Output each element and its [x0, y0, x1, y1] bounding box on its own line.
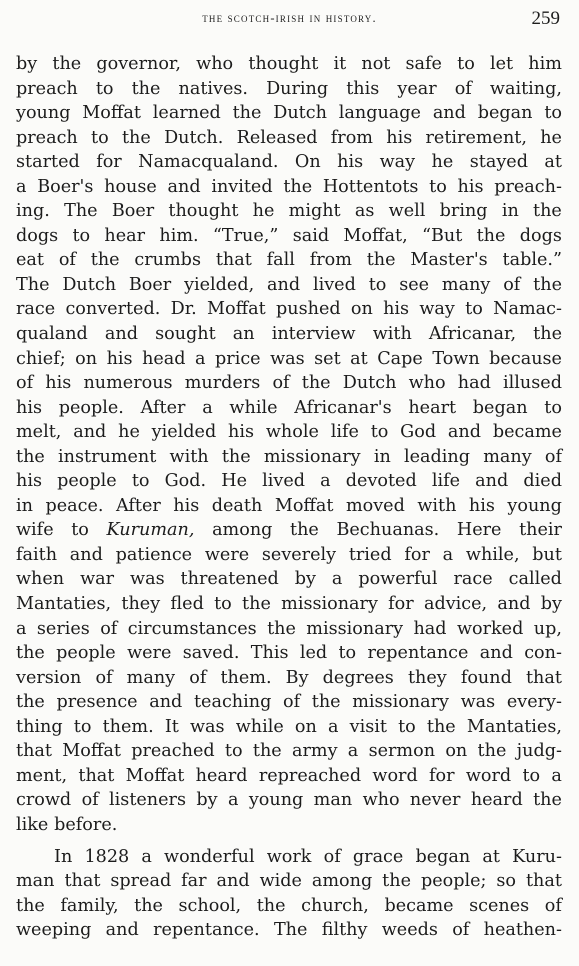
text-line: man that spread far and wide among the people; so that [16, 871, 562, 892]
text-line: his people. After a while Africanar's heart began to [16, 397, 562, 418]
text-line: the presence and teaching of the missionary was every- [16, 692, 562, 713]
text-line: crowd of listeners by a young man who never heard the [16, 790, 562, 811]
text-line: that Moffat preached to the army a sermon on the judg- [16, 741, 562, 762]
text-line: The Dutch Boer yielded, and lived to see many of the [16, 274, 562, 295]
text-line: a series of circumstances the missionary had worked up, [16, 618, 562, 639]
page-number: 259 [531, 8, 560, 29]
text-line: wife to Kuruman, among the Bechuanas. Here their [16, 520, 562, 541]
text-line: qualand and sought an interview with Africanar, the [16, 324, 562, 345]
paragraph [16, 52, 562, 838]
text-line: ment, that Moffat heard repreached word for word to a [16, 765, 562, 786]
text-line: by the governor, who thought it not safe to let him [16, 54, 562, 74]
text-line: preach to the natives. During this year of waiting, [16, 78, 562, 99]
paragraph-break [16, 838, 562, 845]
text-line: the people were saved. This led to repentance and con- [16, 643, 562, 664]
text-line: faith and patience were severely tried for a while, but [16, 544, 562, 565]
text-line: ing. The Boer thought he might as well bring in the [16, 201, 562, 222]
text-line: dogs to hear him. “True,” said Moffat, “But the dogs [16, 225, 562, 246]
text-line: preach to the Dutch. Released from his retirement, he [16, 127, 562, 148]
text-line: when war was threatened by a powerful race called [16, 569, 562, 590]
text-line: the family, the school, the church, became scenes of [16, 895, 562, 916]
text-line: version of many of them. By degrees they found that [16, 667, 562, 688]
text-line: his people to God. He lived a devoted life and died [16, 471, 562, 492]
text-line: chief; on his head a price was set at Cape Town because [16, 348, 562, 369]
body-text [16, 52, 562, 943]
text-line: In 1828 a wonderful work of grace began at Kuru- [54, 846, 562, 867]
text-line: eat of the crumbs that fall from the Master's table.” [16, 250, 562, 271]
text-line: melt, and he yielded his whole life to God and became [16, 422, 562, 443]
running-title: the scotch-irish in history. [202, 11, 377, 25]
text-line: thing to them. It was while on a visit to the Mantaties, [16, 716, 562, 737]
text-line: the instrument with the missionary in leading many of [16, 446, 562, 467]
text-line: of his numerous murders of the Dutch who had illused [16, 373, 562, 394]
text-line: a Boer's house and invited the Hottentots to his preach- [16, 176, 562, 197]
paragraph [16, 845, 562, 943]
text-line: weeping and repentance. The filthy weeds of heathen- [16, 920, 562, 941]
text-line: Mantaties, they fled to the missionary for advice, and by [16, 594, 562, 615]
text-line: like before. [16, 814, 118, 835]
text-line: in peace. After his death Moffat moved with his young [16, 495, 562, 516]
running-head [0, 8, 579, 30]
text-line: race converted. Dr. Moffat pushed on his way to Namac- [16, 299, 562, 320]
text-line: started for Namacqualand. On his way he stayed at [16, 152, 562, 173]
text-line: young Moffat learned the Dutch language and began to [16, 103, 562, 124]
